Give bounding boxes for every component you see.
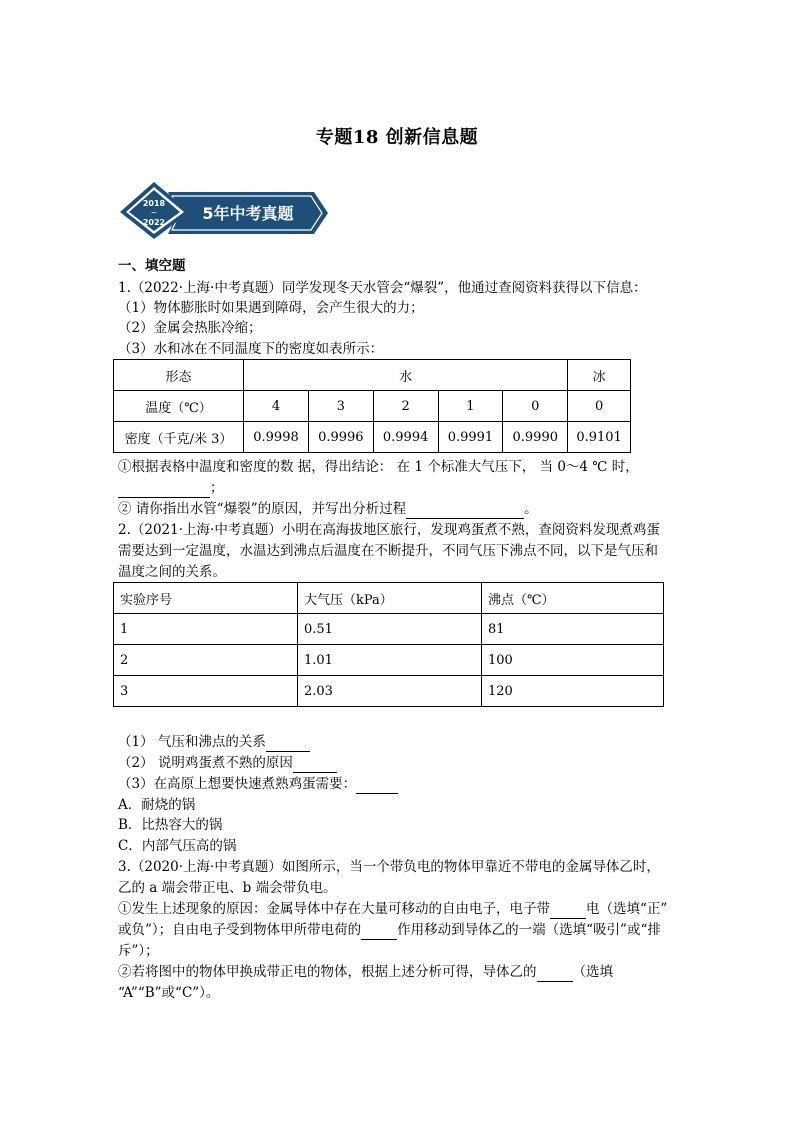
table-cell: 0.9994 bbox=[373, 422, 438, 453]
answer-blank[interactable] bbox=[406, 504, 524, 519]
q3-line-6 bbox=[118, 962, 613, 982]
q2-option-a: A．耐烧的锅 bbox=[118, 797, 196, 813]
q1-sub-1-end: ； bbox=[210, 480, 224, 496]
q1-sub-1: ①根据表格中温度和密度的数 据，得出结论： 在 1 个标准大气压下， 当 0～4 ℃ 时， bbox=[118, 459, 639, 475]
q3-line-3 bbox=[118, 899, 667, 919]
answer-blank[interactable] bbox=[361, 925, 397, 940]
table-cell: 1.01 bbox=[298, 645, 482, 676]
table-cell: 81 bbox=[482, 614, 664, 645]
table-cell: 2 bbox=[114, 645, 298, 676]
table-cell: 2 bbox=[373, 391, 438, 422]
table-cell: 0.9101 bbox=[568, 422, 631, 453]
table-cell: 120 bbox=[482, 676, 664, 707]
q3-line-4-text: 或负”）；自由电子受到物体甲所带电荷的 bbox=[118, 922, 362, 938]
table-header-state: 形态 bbox=[114, 360, 244, 391]
q2-sub-1 bbox=[118, 732, 310, 752]
table-cell: 0.9996 bbox=[308, 422, 373, 453]
q1-sub-2 bbox=[118, 499, 538, 519]
q3-line-1: 3.（2020·上海·中考真题）如图所示，当一个带负电的物体甲靠近不带电的金属导体乙时， bbox=[118, 859, 660, 875]
table-cell: 0.9991 bbox=[438, 422, 503, 453]
table-cell: 2.03 bbox=[298, 676, 482, 707]
badge-year-bottom: 2022 bbox=[142, 218, 166, 227]
q3-line-5: 斥”）； bbox=[118, 943, 159, 959]
q1-info-2: （2）金属会热胀冷缩； bbox=[118, 320, 262, 336]
q2-sub-2-text: （2） 说明鸡蛋煮不熟的原因 bbox=[118, 755, 293, 771]
table-header-temp: 温度（℃） bbox=[114, 391, 244, 422]
q3-line-6-text: ②若将图中的物体甲换成带正电的物体，根据上述分析可得，导体乙的 bbox=[118, 964, 537, 980]
q3-line-4 bbox=[118, 920, 661, 940]
table-cell: 1 bbox=[114, 614, 298, 645]
table-cell-water: 水 bbox=[244, 360, 568, 391]
table-cell: 100 bbox=[482, 645, 664, 676]
q2-option-b: B．比热容大的锅 bbox=[118, 817, 223, 833]
table-row bbox=[114, 422, 631, 453]
q3-line-7: “A”“B”或“C”）。 bbox=[118, 985, 220, 1001]
table-cell: 0.9998 bbox=[244, 422, 309, 453]
q1-stem: 1.（2022·上海·中考真题）同学发现冬天水管会“爆裂”，他通过查阅资料获得以下信息： bbox=[118, 280, 647, 296]
page-title: 专题18 创新信息题 bbox=[315, 127, 479, 148]
table-header-cell: 实验序号 bbox=[114, 583, 298, 614]
table-cell: 3 bbox=[114, 676, 298, 707]
answer-blank[interactable] bbox=[293, 758, 337, 773]
table-row bbox=[114, 360, 631, 391]
badge-year-sep: ~ bbox=[150, 208, 158, 217]
density-table bbox=[113, 359, 631, 453]
q2-sub-3 bbox=[118, 774, 398, 794]
q3-line-2: 乙的 a 端会带正电、b 端会带负电。 bbox=[118, 880, 337, 896]
q3-line-3-end: 电（选填“正” bbox=[586, 901, 668, 917]
table-header-cell: 大气压（kPa） bbox=[298, 583, 482, 614]
q2-stem-2: 需要达到一定温度，水温达到沸点后温度在不断提升，不同气压下沸点不同，以下是气压和 bbox=[118, 543, 658, 559]
table-cell: 0 bbox=[503, 391, 568, 422]
q2-sub-2 bbox=[118, 753, 337, 773]
q2-stem-3: 温度之间的关系。 bbox=[118, 564, 226, 580]
table-cell: 0 bbox=[568, 391, 631, 422]
table-row bbox=[114, 676, 664, 707]
section-heading: 一、填空题 bbox=[118, 258, 186, 274]
q2-sub-3-text: （3）在高原上想要快速煮熟鸡蛋需要： bbox=[118, 776, 357, 792]
q1-info-3: （3）水和冰在不同温度下的密度如表所示： bbox=[118, 341, 384, 357]
badge-label: 5年中考真题 bbox=[202, 204, 294, 223]
table-cell: 1 bbox=[438, 391, 503, 422]
q3-line-3-text: ①发生上述现象的原因：金属导体中存在大量可移动的自由电子，电子带 bbox=[118, 901, 550, 917]
section-banner bbox=[118, 180, 332, 240]
q1-sub-2-end: 。 bbox=[524, 501, 538, 517]
table-header-cell: 沸点（℃） bbox=[482, 583, 664, 614]
answer-blank[interactable] bbox=[550, 904, 586, 919]
q3-line-4-end: 作用移动到导体乙的一端（选填“吸引”或“排 bbox=[397, 922, 661, 938]
table-cell: 4 bbox=[244, 391, 309, 422]
answer-blank[interactable] bbox=[118, 483, 210, 498]
q2-option-c: C．内部气压高的锅 bbox=[118, 838, 237, 854]
boiling-point-table bbox=[113, 582, 664, 707]
table-cell: 0.9990 bbox=[503, 422, 568, 453]
answer-blank[interactable] bbox=[356, 779, 398, 794]
q1-sub-1-answer bbox=[118, 478, 224, 498]
q2-sub-1-text: （1） 气压和沸点的关系 bbox=[118, 734, 266, 750]
q3-line-6-end: （选填 bbox=[572, 964, 613, 980]
q1-sub-2-text: ② 请你指出水管“爆裂”的原因，并写出分析过程 bbox=[118, 501, 407, 517]
answer-blank[interactable] bbox=[266, 737, 310, 752]
table-cell-ice: 冰 bbox=[568, 360, 631, 391]
table-row bbox=[114, 645, 664, 676]
table-row bbox=[114, 614, 664, 645]
table-row bbox=[114, 583, 664, 614]
table-row bbox=[114, 391, 631, 422]
table-cell: 3 bbox=[308, 391, 373, 422]
badge-year-top: 2018 bbox=[142, 199, 166, 208]
table-cell: 0.51 bbox=[298, 614, 482, 645]
answer-blank[interactable] bbox=[537, 967, 573, 982]
table-header-density: 密度（千克/米 3） bbox=[114, 422, 244, 453]
q1-info-1: （1）物体膨胀时如果遇到障碍，会产生很大的力； bbox=[118, 300, 424, 316]
q2-stem-1: 2.（2021·上海·中考真题）小明在高海拔地区旅行，发现鸡蛋煮不熟，查阅资料发现煮鸡蛋 bbox=[118, 522, 660, 538]
